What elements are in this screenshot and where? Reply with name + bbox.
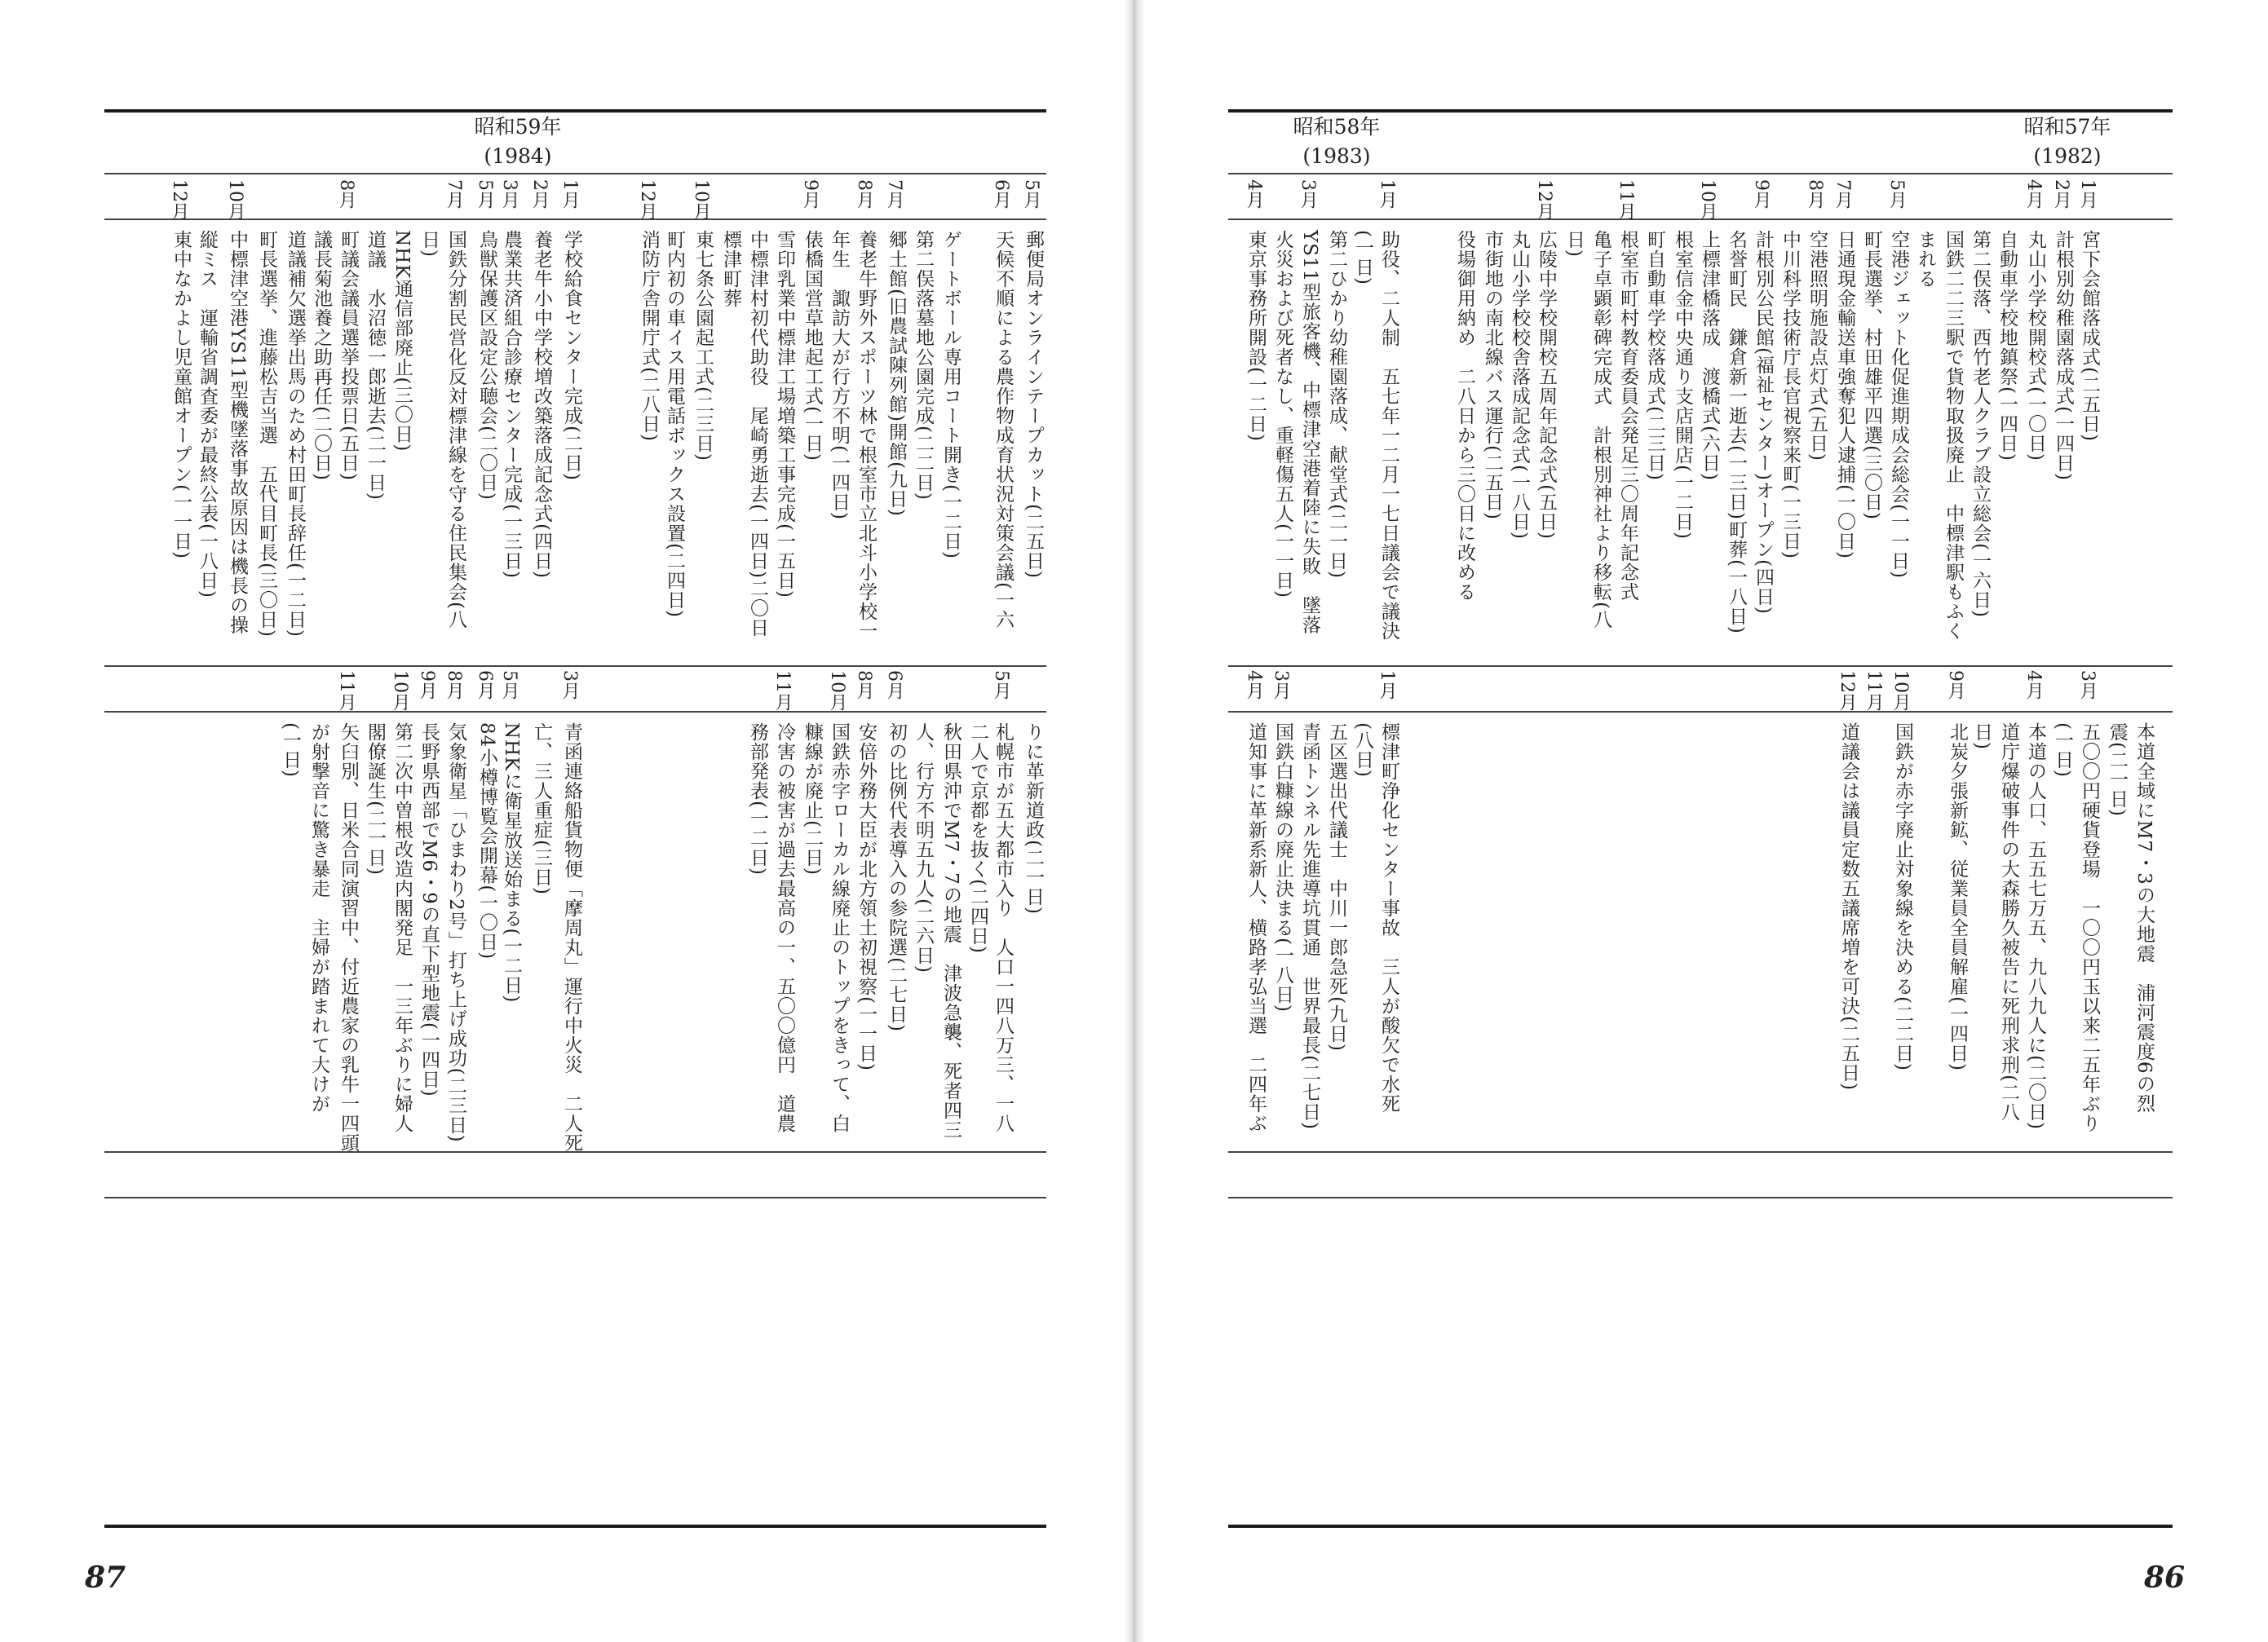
chronology-entry: 町自動車学校落成式(二三日)	[1644, 230, 1665, 481]
month-label: 12月	[169, 179, 189, 220]
chronology-entry: 日)	[1563, 230, 1585, 258]
event-entry: 84小樽博覧会開幕(一〇日)	[476, 722, 497, 960]
month-label: 10月	[1890, 670, 1911, 711]
page-87	[0, 0, 1124, 1642]
event-entry: 震(二一日)	[2107, 722, 2128, 817]
month-label: 10月	[225, 179, 245, 220]
chronology-entry: 中標津空港YS11型機墜落事故原因は機長の操	[227, 230, 248, 635]
section-end-rule	[1228, 1151, 2173, 1153]
month-label: 10月	[1697, 179, 1718, 220]
chronology-entry: 俵橋国営草地起工式(一日)	[802, 230, 823, 461]
chronology-entry: 中標津村初代助役 尾崎勇逝去(一四日)二〇日	[747, 230, 768, 638]
month-label: 10月	[691, 179, 711, 220]
month-label: 5月	[991, 670, 1011, 700]
event-entry: 第二次中曽根改造内閣発足 一三年ぶりに婦人	[391, 722, 413, 1133]
month-label: 1月	[559, 179, 580, 209]
month-label: 5月	[475, 179, 495, 209]
chronology-entry: 名誉町民 鎌倉新一逝去(一三日)町葬(一八日)	[1726, 230, 1747, 634]
chronology-entry: 雪印乳業中標津工場増築工事完成(一五日)	[774, 230, 795, 598]
chronology-entry: 養老牛野外スポーツ林で根室市立北斗小学校一	[855, 230, 877, 641]
event-entry: 本道の人口、五五七万五、九八九人に(二〇日)	[2025, 722, 2046, 1130]
chronology-entry: 縦ミス 運輸省調査委が最終公表(一八日)	[197, 230, 218, 598]
event-entry: 糠線が廃止(二日)	[802, 722, 823, 876]
month-label: 4月	[1244, 179, 1264, 209]
month-label: 3月	[1298, 179, 1318, 209]
event-entry: 冷害の被害が過去最高の一、五〇〇億円 道農	[774, 722, 795, 1133]
chronology-entry: 道議 水沼徳一郎逝去(二一日)	[365, 230, 386, 501]
event-entry: りに革新道政(二一日)	[1023, 722, 1044, 915]
month-label: 5月	[1886, 179, 1907, 209]
chronology-entry: 計根別公民館(福祉センター)オープン(四日)	[1753, 230, 1774, 615]
month-label: 8月	[444, 670, 464, 700]
month-label: 8月	[854, 179, 874, 209]
month-label: 9月	[1945, 670, 1965, 700]
chronology-entry: 学校給食センター完成(二日)	[561, 230, 582, 481]
empty-section-rule	[104, 1197, 1046, 1198]
chronology-entry: ゲートボール専用コート開き(一二日)	[940, 230, 962, 559]
event-entry: (一日)	[280, 722, 301, 778]
month-label: 10月	[390, 670, 410, 711]
chronology-entry: 中川科学技術庁長官視察来町(一三日)	[1779, 230, 1801, 559]
event-entry: 五区選出代議士 中川一郎急死(九日)	[1326, 722, 1347, 1052]
month-label: 11月	[772, 670, 793, 711]
year-label-showa: 昭和58年	[1293, 115, 1381, 139]
section-end-rule	[104, 1151, 1046, 1153]
event-entry: 初の比例代表導入の参院選(二七日)	[886, 722, 907, 1032]
month-label: 1月	[2077, 179, 2098, 209]
bottom-rule	[104, 1525, 1046, 1528]
month-label: 7月	[1833, 179, 1853, 209]
chronology-entry: 東京事務所開設(一二日)	[1245, 230, 1267, 442]
month-label: 6月	[884, 670, 904, 700]
month-label: 3月	[499, 179, 519, 209]
event-entry: 道議会は議員定数五議席増を可決(二五日)	[1838, 722, 1859, 1091]
chronology-entry: 議長菊池養之助再任(二〇日)	[311, 230, 332, 481]
month-label: 8月	[854, 670, 874, 700]
month-label: 4月	[1244, 670, 1264, 700]
month-label: 4月	[2023, 670, 2044, 700]
month-label: 9月	[800, 179, 820, 209]
chronology-entry: 根室市町村教育委員会発足三〇周年記念式	[1617, 230, 1638, 602]
event-entry: 閣僚誕生(二一日)	[365, 722, 386, 876]
month-label: 8月	[336, 179, 356, 209]
chronology-entry: 標津町葬	[720, 230, 741, 308]
year-header-1983	[1275, 113, 1398, 171]
chronology-entry: 丸山小学校開校式(一〇日)	[2025, 230, 2046, 461]
month-label: 3月	[1271, 670, 1291, 700]
month-label: 11月	[1616, 179, 1636, 220]
chronology-entry: 町長選挙、村田雄平四選(三〇日)	[1861, 230, 1882, 520]
event-entry: 安倍外務大臣が北方領土初視察(一一日)	[855, 722, 877, 1071]
chronology-entry: 東七条公園起工式(二三日)	[692, 230, 714, 461]
chronology-entry: 計根別幼稚園落成式(一四日)	[2053, 230, 2074, 481]
event-entry: 気象衛星「ひまわり2号」打ち上げ成功(二三日)	[445, 722, 466, 1143]
header-rule	[104, 173, 1046, 174]
chronology-entry: 丸山小学校校舎落成記念式(一八日)	[1509, 230, 1530, 540]
event-entry: 務部発表(一二日)	[747, 722, 768, 876]
event-entry: 亡、三人重症(三日)	[531, 722, 552, 895]
event-entry: 国鉄白糠線の廃止決まる(一八日)	[1272, 722, 1293, 1013]
year-label-ad: (1982)	[2033, 144, 2102, 168]
chronology-entry: YS11型旅客機、中標津空港着陸に失敗 墜落	[1299, 230, 1320, 635]
chronology-entry: 火災および死者なし、重軽傷五人(一一日)	[1272, 230, 1293, 598]
chronology-entry: 助役、二人制 五七年一二月一七日議会で議決	[1378, 230, 1399, 641]
month-rule	[104, 218, 1046, 220]
event-entry: 五〇〇円硬貨登場 一〇〇円玉以来二五年ぶり	[2079, 722, 2100, 1133]
empty-section-rule	[1228, 1197, 2173, 1198]
chronology-entry: 消防庁舎開庁式(二八日)	[639, 230, 660, 442]
month-label: 8月	[1805, 179, 1825, 209]
chronology-entry: 第二ひかり幼稚園落成、献堂式(二一日)	[1326, 230, 1347, 579]
month-label: 12月	[1534, 179, 1554, 220]
event-entry: 青函連絡船貨物便「摩周丸」運行中火災 二人死	[561, 722, 582, 1153]
event-entry: 札幌市が五大都市入り 人口一四八万三、一八	[993, 722, 1014, 1133]
chronology-entry: 空港照明施設点灯式(五日)	[1806, 230, 1828, 461]
page-number: 87	[85, 1560, 126, 1595]
year-label-showa: 昭和59年	[474, 115, 562, 139]
month-label: 3月	[559, 670, 580, 700]
month-label: 12月	[637, 179, 657, 220]
page-86	[1145, 0, 2268, 1642]
chronology-entry: 上標津橋落成 渡橋式(六日)	[1699, 230, 1720, 481]
header-rule	[1228, 173, 2173, 174]
chronology-entry: まれる	[1915, 230, 1936, 289]
month-label: 6月	[475, 670, 495, 700]
chronology-entry: 市街地の南北線バス運行(二五日)	[1482, 230, 1503, 520]
event-entry: 秋田県沖でM7・7の地震 津波急襲、死者四三	[940, 722, 962, 1140]
event-entry: 標津町浄化センター事故 三人が酸欠で水死	[1378, 722, 1399, 1114]
month-label: 5月	[499, 670, 519, 700]
chronology-entry: 道議補欠選挙出馬のため村田町長辞任(一二日)	[285, 230, 306, 638]
chronology-entry: 宮下会館落成式(二五日)	[2079, 230, 2100, 442]
month-label: 9月	[1751, 179, 1771, 209]
year-label-ad: (1983)	[1302, 144, 1371, 168]
event-entry: 北炭夕張新鉱、従業員全員解雇(一四日)	[1947, 722, 1968, 1071]
chronology-entry: 亀子卓顕彰碑完成式 計根別神社より移転(八	[1590, 230, 1611, 629]
chronology-entry: 町内初の車イス用電話ボックス設置(二四日)	[664, 230, 685, 618]
year-header-1984	[457, 113, 579, 171]
chronology-entry: 鳥獣保護区設定公聴会(二〇日)	[476, 230, 497, 501]
month-label: 5月	[1021, 179, 1041, 209]
month-label: 12月	[1837, 670, 1857, 711]
month-label: 11月	[1863, 670, 1884, 711]
chronology-entry: 広陵中学校開校五周年記念式(五日)	[1536, 230, 1557, 540]
year-label-showa: 昭和57年	[2023, 115, 2111, 139]
chronology-entry: 年生 諏訪大が行方不明(一四日)	[829, 230, 850, 520]
month-label: 1月	[1377, 670, 1397, 700]
month-label: 9月	[417, 670, 437, 700]
chronology-entry: 第二俣落、西竹老人クラブ設立総会(一六日)	[1970, 230, 1991, 618]
chronology-entry: (一日)	[1352, 230, 1373, 285]
event-entry: 国鉄赤字ローカル線廃止のトップをきって、白	[829, 722, 850, 1133]
month-label: 10月	[827, 670, 847, 711]
chronology-entry: 町議会議員選挙投票日(五日)	[338, 230, 359, 481]
chronology-entry: 日)	[418, 230, 440, 258]
book-gutter	[1124, 0, 1145, 1642]
event-entry: 長野県西部でM6・9の直下型地震(一四日)	[418, 722, 440, 1097]
month-label: 2月	[529, 179, 550, 209]
event-entry: (一日)	[2052, 722, 2073, 778]
event-entry: 道庁爆破事件の大森勝久被告に死刑求刑(二八	[1998, 722, 2019, 1122]
section-rule	[104, 665, 1046, 667]
event-entry: 道知事に革新系新人、横路孝弘当選 二四年ぶ	[1245, 722, 1267, 1133]
month-label: 6月	[991, 179, 1011, 209]
event-entry: NHKに衛星放送始まる(一二日)	[501, 722, 522, 1004]
event-entry: 二人で京都を抜く(二四日)	[967, 722, 988, 954]
chronology-entry: NHK通信部廃止(三〇日)	[391, 230, 413, 452]
chronology-entry: 町長選挙、進藤松吉当選 五代目町長(三〇日)	[256, 230, 277, 638]
chronology-entry: 役場御用納め 二八日から三〇日に改める	[1454, 230, 1475, 602]
month-label: 1月	[1377, 179, 1397, 209]
event-entry: 国鉄が赤字廃止対象線を決める(二二日)	[1892, 722, 1913, 1071]
event-entry: 青函トンネル先進導坑貫通 世界最長(二七日)	[1299, 722, 1320, 1130]
year-label-ad: (1984)	[484, 144, 552, 168]
month-rule	[104, 711, 1046, 713]
section-rule	[1228, 665, 2173, 667]
chronology-entry: 根室信金中央通り支店開店(一二日)	[1672, 230, 1693, 540]
chronology-entry: 日通現金輸送車強奪犯人逮捕(一〇日)	[1834, 230, 1855, 559]
month-rule	[1228, 711, 2173, 713]
chronology-entry: 国鉄分割民営化反対標津線を守る住民集会(八	[445, 230, 466, 629]
event-entry: (八日)	[1352, 722, 1373, 778]
month-label: 4月	[2023, 179, 2044, 209]
chronology-entry: 空港ジェット化促進期成会総会(一一日)	[1888, 230, 1909, 579]
chronology-entry: 東中なかよし児童館オープン(一一日)	[170, 230, 192, 559]
chronology-entry: 郵便局オンラインテープカット(二五日)	[1023, 230, 1044, 579]
month-label: 7月	[884, 179, 904, 209]
chronology-entry: 農業共済組合診療センター完成(一三日)	[501, 230, 522, 579]
event-entry: 本道全域にM7・3の大地震 浦河震度6の烈	[2133, 722, 2155, 1114]
event-entry: 人、行方不明五九人(二六日)	[913, 722, 934, 973]
chronology-entry: 国鉄二二三駅で貨物取扱廃止 中標津駅もふく	[1943, 230, 1964, 641]
chronology-entry: 養老牛小中学校増改築落成記念式(四日)	[531, 230, 552, 579]
bottom-rule	[1228, 1525, 2173, 1528]
year-header-1982	[2006, 113, 2129, 171]
month-label: 7月	[444, 179, 464, 209]
event-entry: 日)	[1971, 722, 1992, 750]
chronology-entry: 天候不順による農作物成育状況対策会議(一六	[993, 230, 1014, 629]
chronology-entry: 第二俣落墓地公園完成(二二日)	[913, 230, 934, 501]
page-number: 86	[2144, 1560, 2186, 1595]
month-label: 11月	[336, 670, 356, 711]
chronology-entry: 郷土館(旧農試陳列館)開館(九日)	[886, 230, 907, 517]
event-entry: が射撃音に驚き暴走 主婦が踏まれて大けが	[308, 722, 329, 1114]
month-label: 2月	[2051, 179, 2071, 209]
month-label: 3月	[2077, 670, 2098, 700]
chronology-entry: 自動車学校地鎮祭(一四日)	[1996, 230, 2018, 461]
event-entry: 矢臼別、日米合同演習中、付近農家の乳牛一四頭	[338, 722, 359, 1153]
